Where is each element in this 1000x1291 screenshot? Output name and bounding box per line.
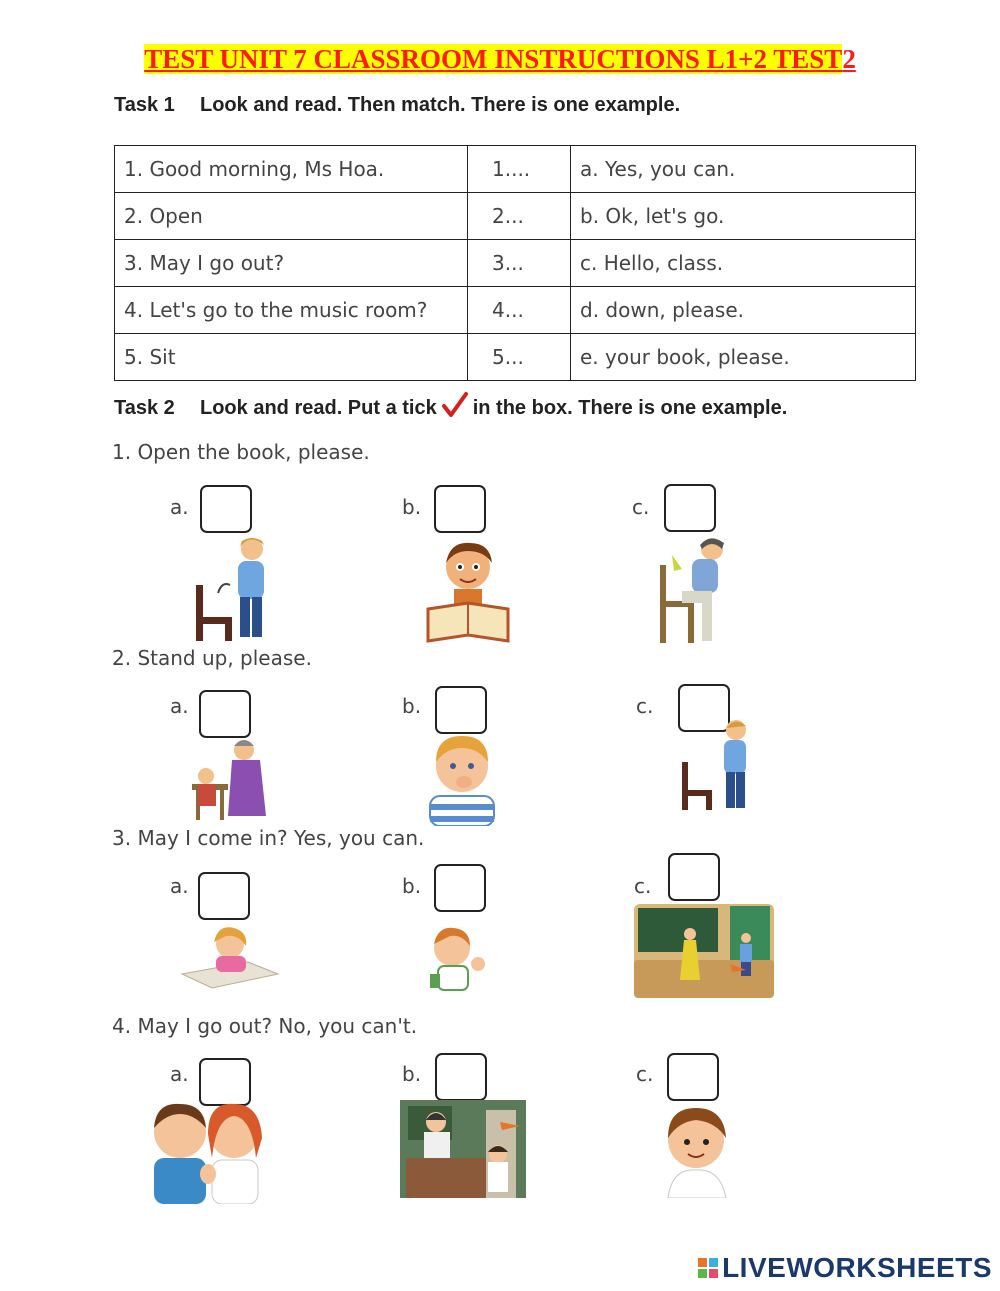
q4-option-c-label: c. — [636, 1062, 654, 1086]
row-3-response: c. Hello, class. — [571, 240, 916, 287]
row-1-response: a. Yes, you can. — [571, 146, 916, 193]
q2-option-a-checkbox[interactable] — [199, 690, 251, 738]
boy-standing-up-picture — [190, 535, 280, 645]
boy-sitting-down-picture — [652, 535, 738, 647]
teacher-at-desk-picture — [400, 1100, 526, 1198]
q4-option-a-label: a. — [170, 1062, 189, 1086]
row-5-answer-slot[interactable]: 5... — [468, 334, 571, 381]
liveworksheets-logo-icon — [698, 1258, 718, 1278]
worksheet-title — [0, 44, 1000, 75]
boy-standing-up-small-picture — [680, 718, 760, 814]
q3-option-c-label: c. — [634, 874, 652, 898]
q4-option-b-checkbox[interactable] — [435, 1053, 487, 1101]
row-2-prompt: 2. Open — [115, 193, 468, 240]
row-1-answer-slot[interactable]: 1.... — [468, 146, 571, 193]
task1-label: Task 1 — [114, 94, 175, 116]
question-3-text: 3. May I come in? Yes, you can. — [112, 826, 425, 850]
row-1-prompt: 1. Good morning, Ms Hoa. — [115, 146, 468, 193]
q3-option-b-checkbox[interactable] — [434, 864, 486, 912]
task2-heading — [114, 392, 787, 420]
boy-hand-on-mouth-picture — [420, 730, 504, 826]
red-tick-icon — [441, 392, 469, 418]
row-3-prompt: 3. May I go out? — [115, 240, 468, 287]
task2-instruction-start: Look and read. Put a tick — [200, 397, 437, 419]
question-4-text: 4. May I go out? No, you can't. — [112, 1014, 418, 1038]
row-2-answer-slot[interactable]: 2... — [468, 193, 571, 240]
q3-option-a-checkbox[interactable] — [198, 872, 250, 920]
table-row — [115, 146, 916, 193]
teacher-and-pupil-picture — [182, 736, 278, 828]
table-row — [115, 334, 916, 381]
q3-option-b-label: b. — [402, 874, 422, 898]
girl-writing-picture — [178, 922, 282, 992]
q2-option-a-label: a. — [170, 694, 189, 718]
q1-option-a-checkbox[interactable] — [200, 485, 252, 533]
boy-face-picture — [656, 1098, 738, 1198]
task1-instruction: Look and read. Then match. There is one example. — [200, 94, 681, 116]
question-2-text: 2. Stand up, please. — [112, 646, 312, 670]
two-children-greeting-picture — [140, 1098, 270, 1204]
row-4-prompt: 4. Let's go to the music room? — [115, 287, 468, 334]
row-4-response: d. down, please. — [571, 287, 916, 334]
q4-option-c-checkbox[interactable] — [667, 1053, 719, 1101]
q1-option-c-label: c. — [632, 495, 650, 519]
title-main: TEST UNIT 7 CLASSROOM INSTRUCTIONS L1+2 TEST — [144, 44, 843, 74]
q3-option-c-checkbox[interactable] — [668, 853, 720, 901]
q1-option-b-checkbox[interactable] — [434, 485, 486, 533]
row-4-answer-slot[interactable]: 4... — [468, 287, 571, 334]
table-row — [115, 240, 916, 287]
row-5-response: e. your book, please. — [571, 334, 916, 381]
q2-option-b-checkbox[interactable] — [435, 686, 487, 734]
title-tail: 2 — [842, 44, 856, 74]
question-1-text: 1. Open the book, please. — [112, 440, 370, 464]
q1-option-a-label: a. — [170, 495, 189, 519]
q4-option-b-label: b. — [402, 1062, 422, 1086]
boy-waving-picture — [420, 924, 490, 994]
task1-heading — [114, 94, 680, 117]
task2-label: Task 2 — [114, 397, 175, 419]
row-3-answer-slot[interactable]: 3... — [468, 240, 571, 287]
matching-table — [114, 145, 916, 381]
q3-option-a-label: a. — [170, 874, 189, 898]
table-row — [115, 193, 916, 240]
liveworksheets-brand — [698, 1252, 992, 1284]
classroom-door-picture — [634, 904, 774, 998]
row-5-prompt: 5. Sit — [115, 334, 468, 381]
q2-option-b-label: b. — [402, 694, 422, 718]
q2-option-c-label: c. — [636, 694, 654, 718]
task2-instruction-end: in the box. There is one example. — [472, 397, 788, 419]
q1-option-b-label: b. — [402, 495, 422, 519]
row-2-response: b. Ok, let's go. — [571, 193, 916, 240]
brand-name: LIVEWORKSHEETS — [722, 1252, 992, 1283]
q1-option-c-checkbox[interactable] — [664, 484, 716, 532]
table-row — [115, 287, 916, 334]
boy-reading-book-picture — [420, 535, 516, 645]
